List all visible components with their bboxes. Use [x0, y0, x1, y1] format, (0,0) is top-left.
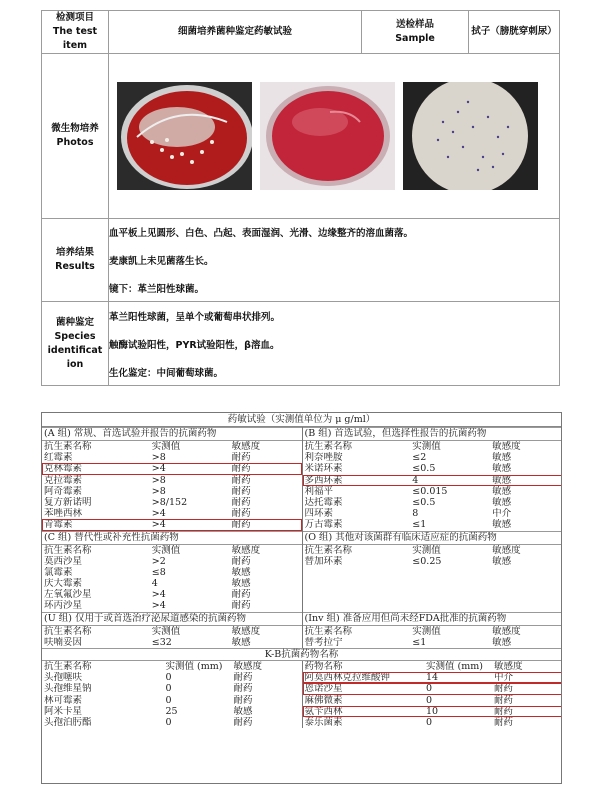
drug-value: 25 — [165, 705, 178, 717]
drug-name: 氨苄西林 — [304, 705, 343, 717]
drug-sensitivity: 敏感 — [492, 636, 512, 648]
drug-name: 克林霉素 — [44, 463, 83, 475]
drug-sensitivity: 耐药 — [231, 485, 251, 497]
drug-name: 万古霉素 — [304, 519, 343, 531]
drug-row — [42, 556, 302, 567]
sheet-title: 药敏试验（实测值单位为 μ g/ml） — [42, 413, 561, 427]
species-line: 革兰阳性球菌，呈单个或葡萄串状排列。 — [109, 311, 281, 323]
sample-label: 送检样品 Sample — [362, 11, 469, 54]
drug-sensitivity: 敏感 — [231, 566, 251, 578]
drug-name: 达托霉素 — [304, 496, 343, 508]
drug-name: 左氧氟沙星 — [44, 589, 92, 601]
drug-row — [303, 463, 563, 474]
drug-sensitivity: 耐药 — [231, 452, 251, 464]
drug-row — [303, 497, 563, 508]
drug-row — [303, 637, 563, 648]
drug-row — [303, 452, 563, 463]
drug-row — [42, 695, 302, 706]
drug-name: 林可霉素 — [44, 694, 83, 706]
drug-name: 阿奇霉素 — [44, 485, 83, 497]
drug-name: 麻佛微素 — [304, 694, 343, 706]
drug-row — [303, 519, 563, 530]
drug-row — [42, 567, 302, 578]
drug-value: ≤0.25 — [412, 555, 442, 567]
drug-name: 环丙沙星 — [44, 600, 83, 612]
drug-name: 克拉霉素 — [44, 474, 83, 486]
drug-row — [42, 508, 302, 519]
drug-sensitivity: 耐药 — [233, 672, 253, 684]
drug-name: 头孢噻呋 — [44, 672, 83, 684]
drug-sensitivity: 敏感 — [231, 578, 251, 590]
drug-name: 莫西沙星 — [44, 555, 83, 567]
drug-row — [42, 497, 302, 508]
drug-name: 苯唑西林 — [44, 508, 83, 520]
drug-sensitivity: 耐药 — [233, 683, 253, 695]
drug-sensitivity: 耐药 — [231, 600, 251, 612]
drug-sensitivity: 耐药 — [231, 589, 251, 601]
drug-value: 0 — [425, 716, 433, 728]
group-b-heading: (B 组) 首选试验，但选择性报告的抗菌药物 — [303, 427, 563, 441]
drug-sensitivity: 敏感 — [492, 485, 512, 497]
sample-value: 拭子（膀胱穿刺尿） — [469, 11, 560, 54]
drug-name: 阿米卡星 — [44, 705, 83, 717]
drug-value: >2 — [151, 555, 166, 567]
drug-row — [303, 508, 563, 519]
kb-col-header-row: 药物名称 实测值 (mm) 敏感度 — [304, 661, 523, 672]
drug-value: >4 — [151, 589, 166, 601]
drug-sensitivity: 耐药 — [231, 474, 251, 486]
drug-sensitivity: 耐药 — [231, 463, 251, 475]
drug-sensitivity: 敏感 — [492, 474, 512, 486]
results-line: 镜下：革兰阳性球菌。 — [109, 284, 205, 295]
drug-value: >8 — [151, 485, 166, 497]
results-line: 血平板上见圆形、白色、凸起、表面湿润、光滑、边缘整齐的溶血菌落。 — [109, 228, 414, 239]
drug-sensitivity: 敏感 — [492, 496, 512, 508]
drug-row — [42, 637, 302, 648]
drug-value: >8 — [151, 452, 166, 464]
drug-sensitivity: 敏感 — [492, 463, 512, 475]
drug-name: 氯霉素 — [44, 566, 73, 578]
drug-value: 8 — [412, 508, 419, 520]
drug-value: 0 — [165, 672, 172, 684]
drug-row — [303, 717, 563, 728]
drug-value: 0 — [425, 694, 433, 706]
drug-value: 14 — [425, 672, 439, 684]
drug-row — [42, 519, 302, 530]
results-text — [109, 219, 560, 302]
species-line: 触酶试验阳性，PYR试验阳性，β溶血。 — [109, 339, 280, 351]
drug-sensitivity: 耐药 — [231, 508, 251, 520]
drug-name: 庆大霉素 — [44, 578, 83, 590]
drug-row — [303, 475, 563, 486]
drug-row — [42, 706, 302, 717]
drug-name: 阿莫西林克拉维酸钾 — [304, 672, 391, 684]
results-line: 麦康凯上未见菌落生长。 — [109, 256, 214, 267]
drug-value: >4 — [151, 508, 166, 520]
drug-row — [42, 683, 302, 694]
species-text — [109, 302, 560, 386]
drug-sensitivity: 敏感 — [492, 555, 512, 567]
culture-report-table — [41, 10, 560, 386]
group-a-heading: (A 组) 常规、首选试验并报告的抗菌药物 — [42, 427, 302, 441]
drug-row — [42, 452, 302, 463]
drug-row — [303, 683, 563, 694]
drug-name: 多西环素 — [304, 474, 343, 486]
drug-value: 0 — [165, 694, 172, 706]
drug-value: >4 — [151, 463, 166, 475]
drug-row — [303, 486, 563, 497]
drug-sensitivity: 中介 — [493, 672, 513, 684]
drug-sensitivity: 耐药 — [493, 705, 513, 717]
drug-sensitivity: 敏感 — [492, 452, 512, 464]
drug-value: ≤8 — [151, 566, 166, 578]
results-label: 培养结果 Results — [42, 219, 109, 302]
drug-value: 4 — [412, 474, 419, 486]
drug-sensitivity: 敏感 — [231, 636, 251, 648]
drug-value: 0 — [165, 716, 172, 728]
test-item-value: 细菌培养菌种鉴定药敏试验 — [109, 11, 362, 54]
susceptibility-sheet — [41, 412, 562, 784]
drug-sensitivity: 中介 — [492, 508, 512, 520]
col-header-row: 抗生素名称 实测值 敏感度 — [44, 625, 261, 637]
drug-name: 替加环素 — [304, 555, 343, 567]
drug-value: >4 — [151, 600, 166, 612]
drug-row — [42, 463, 302, 474]
drug-sensitivity: 敏感 — [492, 519, 512, 531]
group-c-heading: (C 组) 替代性或补充性抗菌药物 — [42, 531, 302, 545]
drug-row — [42, 717, 302, 728]
drug-row — [303, 672, 563, 683]
drug-name: 呋喃妥因 — [44, 636, 83, 648]
col-header-row: 抗生素名称 实测值 敏感度 — [44, 544, 261, 556]
test-item-label: 检测项目 The test item — [42, 11, 109, 54]
drug-row — [42, 475, 302, 486]
macconkey-plate-photo — [260, 82, 395, 190]
drug-value: >8/152 — [151, 496, 188, 508]
col-header-row: 抗生素名称 实测值 敏感度 — [304, 544, 521, 556]
drug-sensitivity: 耐药 — [233, 716, 253, 728]
group-inv-heading: (Inv 组) 准备应用但尚未经FDA批准的抗菌药物 — [303, 612, 563, 626]
kb-col-header-row: 抗生素名称 实测值 (mm) 敏感度 — [44, 661, 262, 672]
drug-sensitivity: 耐药 — [493, 716, 513, 728]
species-label: 菌种鉴定 Species identificat ion — [42, 302, 109, 386]
drug-value: ≤1 — [412, 636, 427, 648]
drug-name: 利福平 — [304, 485, 334, 497]
drug-name: 四环素 — [304, 508, 334, 520]
drug-row — [42, 578, 302, 589]
drug-sensitivity: 敏感 — [233, 705, 253, 717]
col-header-row: 抗生素名称 实测值 敏感度 — [304, 625, 521, 637]
blood-agar-plate-photo — [117, 82, 252, 190]
species-line: 生化鉴定：中间葡萄球菌。 — [109, 367, 224, 379]
drug-row — [42, 589, 302, 600]
drug-name: 恩诺沙星 — [304, 683, 343, 695]
drug-sensitivity: 耐药 — [231, 555, 251, 567]
photos-cell — [109, 54, 560, 219]
drug-value: >4 — [151, 519, 166, 531]
drug-row — [303, 706, 563, 717]
drug-name: 复方新诺明 — [44, 496, 92, 508]
drug-row — [42, 672, 302, 683]
drug-name: 泰乐菌素 — [304, 716, 343, 728]
drug-value: 0 — [425, 683, 433, 695]
drug-name: 米诺环素 — [304, 463, 343, 475]
drug-name: 头孢泊肟酯 — [44, 716, 92, 728]
drug-value: ≤32 — [151, 636, 172, 648]
kb-title: K-B抗菌药物名称 — [42, 648, 561, 661]
photos-label: 微生物培养 Photos — [42, 54, 109, 219]
drug-sensitivity: 耐药 — [493, 694, 513, 706]
drug-row — [42, 486, 302, 497]
drug-name: 替考拉宁 — [304, 636, 343, 648]
drug-sensitivity: 耐药 — [231, 496, 251, 508]
drug-value: 4 — [151, 578, 158, 590]
drug-name: 青霉素 — [44, 519, 73, 531]
drug-row — [42, 600, 302, 611]
gram-stain-microscope-photo — [403, 82, 538, 190]
drug-value: ≤0.015 — [412, 485, 448, 497]
drug-row — [303, 556, 563, 567]
drug-value: 0 — [165, 683, 172, 695]
col-header-row: 抗生素名称 实测值 敏感度 — [44, 441, 261, 452]
drug-value: ≤0.5 — [412, 496, 436, 508]
drug-name: 头孢维星钠 — [44, 683, 92, 695]
drug-sensitivity: 耐药 — [493, 683, 513, 695]
drug-sensitivity: 耐药 — [233, 694, 253, 706]
group-o-heading: (O 组) 其他对该菌群有临床适应症的抗菌药物 — [303, 531, 563, 545]
drug-value: ≤0.5 — [412, 463, 436, 475]
col-header-row: 抗生素名称 实测值 敏感度 — [304, 441, 521, 452]
drug-value: 10 — [425, 705, 439, 717]
drug-name: 利奈唑胺 — [304, 452, 343, 464]
drug-row — [303, 695, 563, 706]
drug-value: ≤1 — [412, 519, 427, 531]
group-u-heading: (U 组) 仅用于或首选治疗泌尿道感染的抗菌药物 — [42, 612, 302, 626]
drug-value: >8 — [151, 474, 166, 486]
drug-value: ≤2 — [412, 452, 427, 464]
drug-sensitivity: 耐药 — [231, 519, 251, 531]
drug-name: 红霉素 — [44, 452, 73, 464]
